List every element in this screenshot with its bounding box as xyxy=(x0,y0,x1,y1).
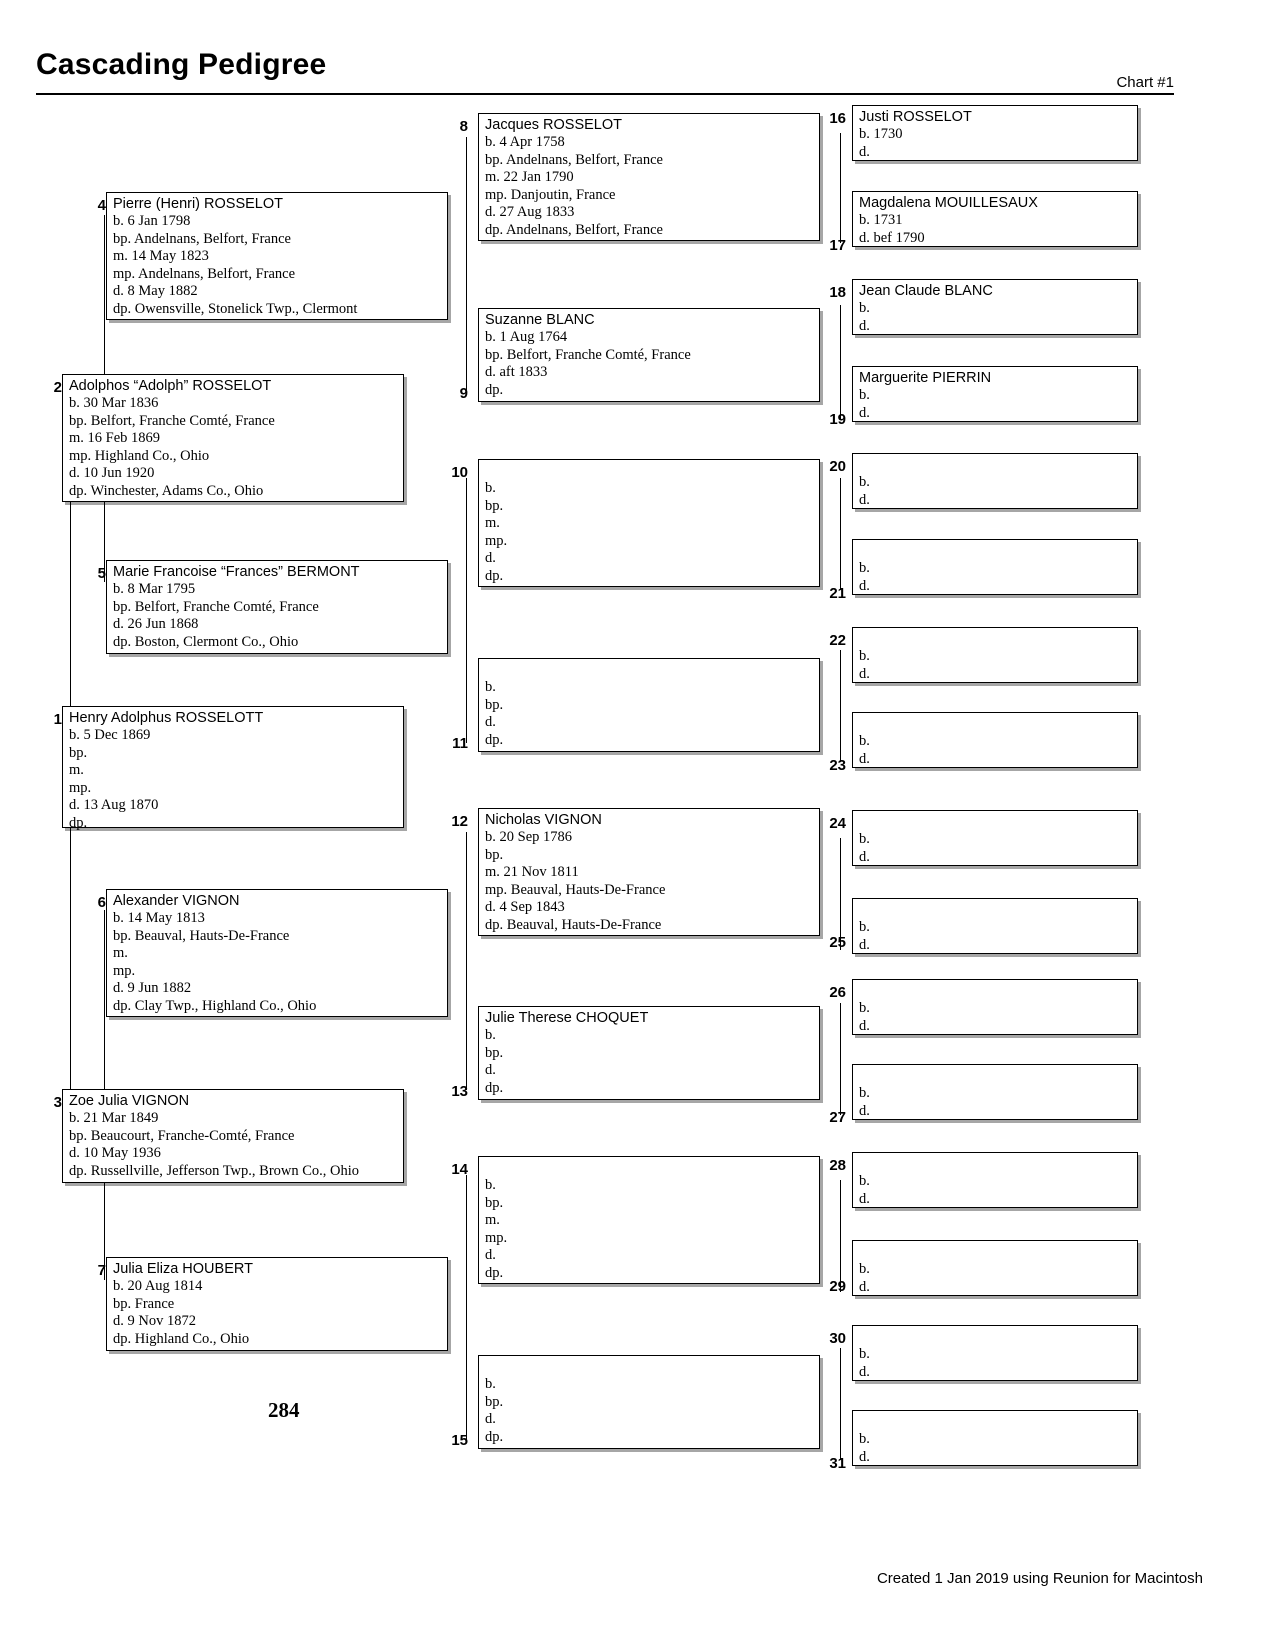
person-name xyxy=(859,1244,1131,1261)
person-box-25[interactable] xyxy=(852,898,1138,954)
person-name: Marie Francoise “Frances” BERMONT xyxy=(113,564,360,580)
person-detail: dp. Andelnans, Belfort, France xyxy=(485,221,663,238)
person-detail: d. 26 Jun 1868 xyxy=(113,616,199,632)
person-detail: mp. Andelnans, Belfort, France xyxy=(113,265,296,282)
person-name xyxy=(859,814,1131,831)
person-detail: b. 8 Mar 1795 xyxy=(113,581,196,597)
person-detail: d. 27 Aug 1833 xyxy=(485,204,575,220)
connector xyxy=(466,832,467,912)
person-name: Suzanne BLANC xyxy=(485,312,595,328)
title-divider xyxy=(36,93,1174,95)
person-detail: bp. xyxy=(69,744,88,761)
person-box-19[interactable] xyxy=(852,366,1138,422)
person-detail: dp. xyxy=(485,1428,504,1445)
person-detail: b. 1730 xyxy=(859,126,903,142)
person-name xyxy=(859,902,1131,919)
person-detail: dp. xyxy=(485,731,504,748)
person-detail: b. 20 Aug 1814 xyxy=(113,1278,203,1294)
person-box-18[interactable] xyxy=(852,279,1138,335)
person-detail: d. 4 Sep 1843 xyxy=(485,899,565,915)
connector xyxy=(840,1180,841,1292)
person-box-8[interactable] xyxy=(478,113,820,241)
person-detail: b. xyxy=(859,1000,870,1016)
connector xyxy=(466,912,467,1090)
person-box-12[interactable] xyxy=(478,808,820,936)
person-index-16: 16 xyxy=(829,110,846,127)
person-name xyxy=(485,1160,813,1177)
connector xyxy=(466,1280,467,1440)
person-detail: dp. Beauval, Hauts-De-France xyxy=(485,916,662,933)
person-index-3: 3 xyxy=(53,1094,62,1111)
person-box-9[interactable] xyxy=(478,308,820,402)
person-detail: d. xyxy=(859,404,870,421)
person-detail: mp. xyxy=(113,962,136,979)
person-detail: bp. xyxy=(485,846,504,863)
person-detail: b. 5 Dec 1869 xyxy=(69,727,151,743)
person-detail: d. 10 Jun 1920 xyxy=(69,465,155,481)
person-box-24[interactable] xyxy=(852,810,1138,866)
person-detail: d. aft 1833 xyxy=(485,364,548,380)
person-box-20[interactable] xyxy=(852,453,1138,509)
person-detail: bp. xyxy=(485,1393,504,1410)
person-detail: m. xyxy=(113,945,128,961)
person-detail: d. xyxy=(485,1062,496,1078)
person-name xyxy=(859,983,1131,1000)
person-detail: d. xyxy=(859,1102,870,1119)
person-detail: bp. xyxy=(485,497,504,514)
person-detail: bp. xyxy=(485,1194,504,1211)
person-detail: b. xyxy=(485,1177,496,1193)
person-detail: b. xyxy=(485,1376,496,1392)
connector xyxy=(466,217,467,393)
person-index-2: 2 xyxy=(53,379,62,396)
person-detail: b. xyxy=(859,831,870,847)
person-detail: b. xyxy=(859,560,870,576)
person-box-4[interactable] xyxy=(106,192,448,320)
person-index-19: 19 xyxy=(829,411,846,428)
person-detail: d. xyxy=(485,1411,496,1427)
person-detail: mp. Highland Co., Ohio xyxy=(69,447,210,464)
person-box-22[interactable] xyxy=(852,627,1138,683)
person-detail: m. xyxy=(485,1212,500,1228)
person-name: Adolphos “Adolph” ROSSELOT xyxy=(69,378,272,394)
person-detail: b. xyxy=(859,474,870,490)
connector xyxy=(466,137,467,217)
person-name xyxy=(859,457,1131,474)
person-detail: d. xyxy=(859,491,870,508)
person-name: Marguerite PIERRIN xyxy=(859,370,992,386)
connector xyxy=(466,583,467,743)
person-detail: bp. Belfort, Franche Comté, France xyxy=(69,412,275,429)
person-index-5: 5 xyxy=(97,565,106,582)
person-detail: b. 6 Jan 1798 xyxy=(113,213,191,229)
person-name: Pierre (Henri) ROSSELOT xyxy=(113,196,284,212)
person-name: Jean Claude BLANC xyxy=(859,283,993,299)
person-index-23: 23 xyxy=(829,757,846,774)
person-name: Henry Adolphus ROSSELOTT xyxy=(69,710,264,726)
person-name: Justi ROSSELOT xyxy=(859,109,972,125)
person-detail: dp. Boston, Clermont Co., Ohio xyxy=(113,633,299,650)
person-index-18: 18 xyxy=(829,284,846,301)
person-detail: m. 22 Jan 1790 xyxy=(485,169,574,185)
person-detail: bp. Beaucourt, Franche-Comté, France xyxy=(69,1127,295,1144)
person-detail: mp. xyxy=(485,532,508,549)
person-name xyxy=(485,1359,813,1376)
person-detail: d. xyxy=(485,1247,496,1263)
person-index-29: 29 xyxy=(829,1278,846,1295)
page-number: 284 xyxy=(268,1398,300,1422)
person-box-11[interactable] xyxy=(478,658,820,752)
person-box-30[interactable] xyxy=(852,1325,1138,1381)
person-detail: b. xyxy=(859,733,870,749)
person-index-20: 20 xyxy=(829,458,846,475)
person-box-3[interactable] xyxy=(62,1089,404,1183)
person-detail: b. 4 Apr 1758 xyxy=(485,134,565,150)
connector xyxy=(840,650,841,762)
person-index-13: 13 xyxy=(451,1083,468,1100)
person-detail: b. 20 Sep 1786 xyxy=(485,829,572,845)
person-detail: mp. xyxy=(69,779,92,796)
person-box-23[interactable] xyxy=(852,712,1138,768)
person-detail: b. xyxy=(859,648,870,664)
person-detail: d. xyxy=(859,750,870,767)
connector xyxy=(840,305,841,420)
connector xyxy=(840,1003,841,1115)
person-detail: b. xyxy=(859,300,870,316)
person-box-6[interactable] xyxy=(106,889,448,1017)
person-detail: mp. xyxy=(485,1229,508,1246)
person-index-15: 15 xyxy=(451,1432,468,1449)
person-detail: d. xyxy=(859,936,870,953)
person-box-16[interactable] xyxy=(852,105,1138,161)
person-detail: b. xyxy=(859,1173,870,1189)
person-detail: dp. xyxy=(485,381,504,398)
connector xyxy=(840,133,841,243)
person-name: Julie Therese CHOQUET xyxy=(485,1010,649,1026)
person-name: Alexander VIGNON xyxy=(113,893,240,909)
person-detail: m. xyxy=(485,515,500,531)
person-detail: b. xyxy=(485,1027,496,1043)
person-detail: b. xyxy=(859,387,870,403)
person-detail: bp. Andelnans, Belfort, France xyxy=(113,230,291,247)
person-detail: d. xyxy=(859,1278,870,1295)
person-detail: d. xyxy=(485,550,496,566)
person-index-22: 22 xyxy=(829,632,846,649)
person-name xyxy=(859,1068,1131,1085)
person-detail: d. bef 1790 xyxy=(859,229,925,246)
person-box-26[interactable] xyxy=(852,979,1138,1035)
connector xyxy=(466,1175,467,1280)
person-index-30: 30 xyxy=(829,1330,846,1347)
person-detail: bp. Belfort, Franche Comté, France xyxy=(485,346,691,363)
person-name: Jacques ROSSELOT xyxy=(485,117,622,133)
person-box-13[interactable] xyxy=(478,1006,820,1100)
person-box-10[interactable] xyxy=(478,459,820,587)
chart-number: Chart #1 xyxy=(1116,74,1174,91)
person-index-8: 8 xyxy=(459,118,468,135)
person-detail: d. xyxy=(859,317,870,334)
person-index-27: 27 xyxy=(829,1109,846,1126)
person-detail: dp. Owensville, Stonelick Twp., Clermont xyxy=(113,300,358,317)
person-detail: bp. xyxy=(485,696,504,713)
person-box-21[interactable] xyxy=(852,539,1138,595)
person-detail: bp. Belfort, Franche Comté, France xyxy=(113,598,319,615)
person-detail: b. 21 Mar 1849 xyxy=(69,1110,159,1126)
person-name xyxy=(859,1156,1131,1173)
person-name xyxy=(859,716,1131,733)
person-detail: dp. xyxy=(69,814,88,831)
person-name: Nicholas VIGNON xyxy=(485,812,602,828)
person-detail: d. xyxy=(859,1017,870,1034)
person-detail: d. xyxy=(859,1363,870,1380)
person-index-28: 28 xyxy=(829,1157,846,1174)
person-detail: dp. Highland Co., Ohio xyxy=(113,1330,250,1347)
person-detail: d. xyxy=(859,665,870,682)
person-detail: dp. Clay Twp., Highland Co., Ohio xyxy=(113,997,317,1014)
person-name xyxy=(859,1329,1131,1346)
person-detail: bp. Andelnans, Belfort, France xyxy=(485,151,663,168)
person-index-11: 11 xyxy=(452,735,468,752)
connector xyxy=(840,478,841,590)
person-box-28[interactable] xyxy=(852,1152,1138,1208)
person-index-26: 26 xyxy=(829,984,846,1001)
person-index-24: 24 xyxy=(829,815,846,832)
person-name xyxy=(485,662,813,679)
connector xyxy=(466,478,467,583)
person-index-4: 4 xyxy=(97,197,106,214)
person-detail: dp. Russellville, Jefferson Twp., Brown Co., Ohio xyxy=(69,1162,360,1179)
person-name xyxy=(485,463,813,480)
person-detail: bp. xyxy=(485,1044,504,1061)
person-box-31[interactable] xyxy=(852,1410,1138,1466)
person-detail: d. 9 Nov 1872 xyxy=(113,1313,196,1329)
person-index-25: 25 xyxy=(829,934,846,951)
person-index-10: 10 xyxy=(451,464,468,481)
person-detail: mp. Beauval, Hauts-De-France xyxy=(485,881,666,898)
person-index-1: 1 xyxy=(53,711,62,728)
person-index-6: 6 xyxy=(97,894,106,911)
person-detail: d. 13 Aug 1870 xyxy=(69,797,159,813)
person-box-1[interactable] xyxy=(62,706,404,831)
person-index-12: 12 xyxy=(451,813,468,830)
person-name xyxy=(859,631,1131,648)
person-box-7[interactable] xyxy=(106,1257,448,1351)
person-box-5[interactable] xyxy=(106,560,448,654)
person-box-29[interactable] xyxy=(852,1240,1138,1296)
page-title: Cascading Pedigree xyxy=(36,48,327,81)
person-detail: m. 21 Nov 1811 xyxy=(485,864,579,880)
person-detail: b. 30 Mar 1836 xyxy=(69,395,159,411)
person-detail: b. xyxy=(859,1346,870,1362)
person-detail: d. xyxy=(859,577,870,594)
connector xyxy=(104,910,105,1100)
person-detail: b. xyxy=(485,480,496,496)
person-name: Zoe Julia VIGNON xyxy=(69,1093,190,1109)
person-index-9: 9 xyxy=(459,385,468,402)
person-box-2[interactable] xyxy=(62,374,404,502)
person-detail: d. 9 Jun 1882 xyxy=(113,980,192,996)
person-box-17[interactable] xyxy=(852,191,1138,247)
person-detail: m. 14 May 1823 xyxy=(113,248,209,264)
person-detail: b. 1731 xyxy=(859,212,903,228)
person-detail: mp. Danjoutin, France xyxy=(485,186,616,203)
person-name: Magdalena MOUILLESAUX xyxy=(859,195,1038,211)
person-detail: b. xyxy=(859,1431,870,1447)
person-index-31: 31 xyxy=(829,1455,846,1472)
person-detail: d. 8 May 1882 xyxy=(113,283,198,299)
connector xyxy=(104,215,105,390)
person-detail: d. xyxy=(859,143,870,160)
person-detail: d. xyxy=(485,714,496,730)
person-index-21: 21 xyxy=(829,585,846,602)
footer-credit: Created 1 Jan 2019 using Reunion for Macintosh xyxy=(876,1570,1203,1587)
person-detail: m. xyxy=(69,762,84,778)
person-detail: bp. Beauval, Hauts-De-France xyxy=(113,927,290,944)
person-detail: b. xyxy=(485,679,496,695)
person-detail: b. 1 Aug 1764 xyxy=(485,329,568,345)
person-detail: d. xyxy=(859,1448,870,1465)
person-box-15[interactable] xyxy=(478,1355,820,1449)
person-name xyxy=(859,1414,1131,1431)
person-detail: b. xyxy=(859,1261,870,1277)
person-detail: dp. xyxy=(485,1264,504,1281)
person-detail: b. 14 May 1813 xyxy=(113,910,205,926)
person-detail: d. 10 May 1936 xyxy=(69,1145,161,1161)
person-index-14: 14 xyxy=(451,1161,468,1178)
person-index-17: 17 xyxy=(829,237,846,254)
person-detail: bp. France xyxy=(113,1295,175,1312)
person-detail: d. xyxy=(859,1190,870,1207)
person-detail: b. xyxy=(859,1085,870,1101)
person-detail: dp. xyxy=(485,567,504,584)
person-detail: b. xyxy=(859,919,870,935)
person-index-7: 7 xyxy=(97,1262,106,1279)
person-detail: dp. Winchester, Adams Co., Ohio xyxy=(69,482,264,499)
person-detail: m. 16 Feb 1869 xyxy=(69,430,161,446)
person-name xyxy=(859,543,1131,560)
person-box-14[interactable] xyxy=(478,1156,820,1284)
person-detail: d. xyxy=(859,848,870,865)
connector xyxy=(840,1348,841,1460)
person-name: Julia Eliza HOUBERT xyxy=(113,1261,253,1277)
person-box-27[interactable] xyxy=(852,1064,1138,1120)
person-detail: dp. xyxy=(485,1079,504,1096)
